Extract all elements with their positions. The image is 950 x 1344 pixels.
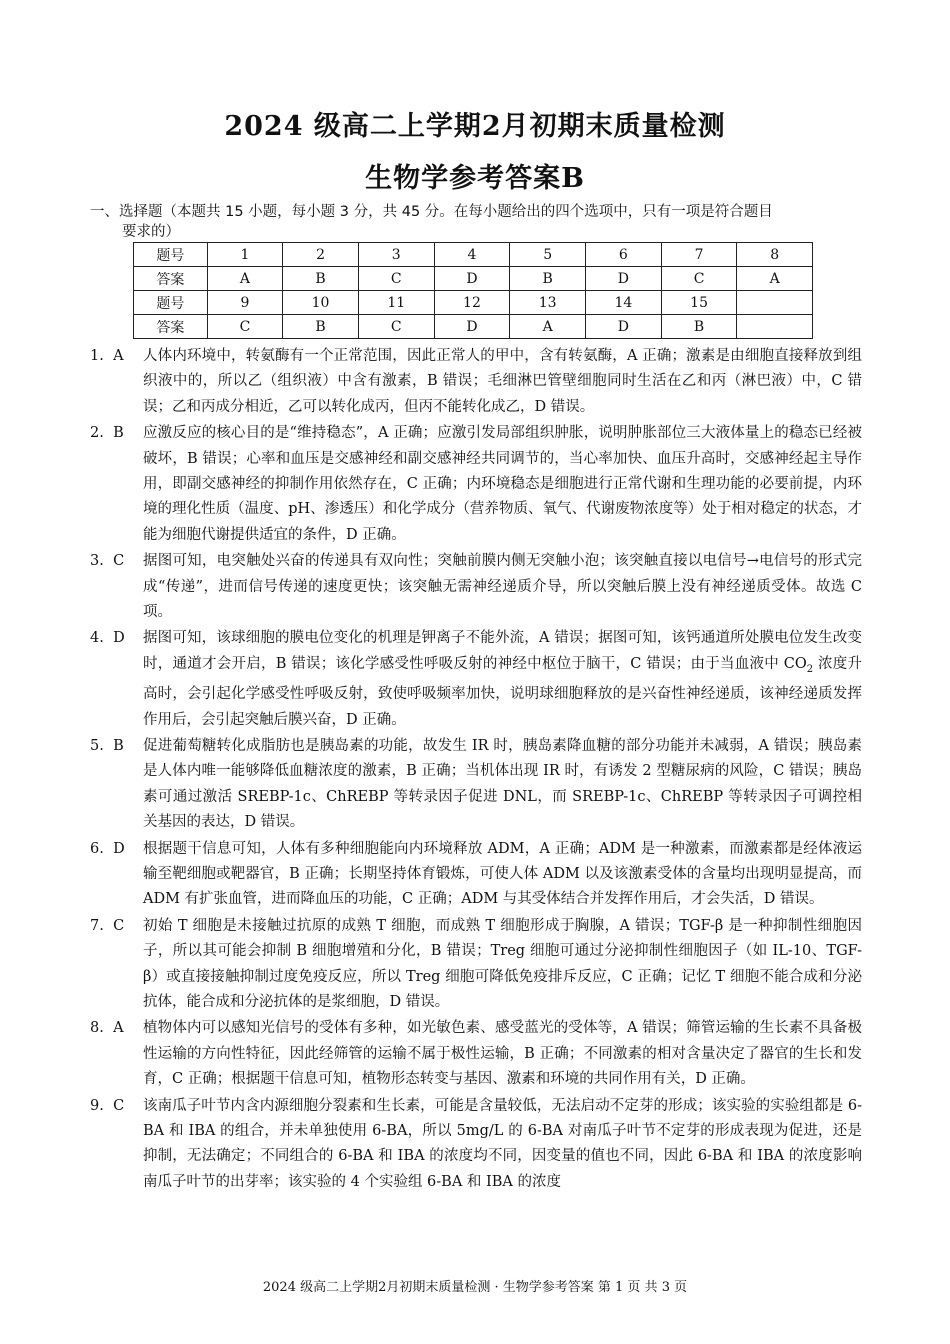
table-cell: D: [434, 315, 510, 339]
table-cell: C: [207, 315, 283, 339]
table-cell: 8: [737, 243, 813, 267]
explanation-item-3: [90, 549, 862, 625]
section-heading-line1: 一、选择题（本题共 15 小题，每小题 3 分，共 45 分。在每小题给出的四个选项中，只有一项是符合题目: [90, 204, 773, 220]
table-cell: 14: [586, 291, 662, 315]
section-heading: [90, 202, 860, 242]
explanation-item-7: [90, 914, 862, 1016]
row-label-answer: 答案: [134, 315, 208, 339]
table-row-numbers-1: [134, 243, 813, 267]
table-cell: C: [661, 267, 737, 291]
page-footer: 2024 级高二上学期2月初期末质量检测 · 生物学参考答案 第 1 页 共 3 页: [262, 1280, 688, 1295]
table-cell: B: [283, 315, 359, 339]
table-cell: 5: [510, 243, 586, 267]
item-text: 据图可知，该球细胞的膜电位变化的机理是钾离子不能外流，A 错误；据图可知，该钙通道所处膜电位发生改变时，通道才会开启，B 错误；该化学感受性呼吸反射的神经中枢位于脑干，C 错误；由于当血液中 $CO_2$ 浓度升高时，会引起化学感受性呼吸反射，致使呼吸频率加快，说明球细胞释放的是兴奋性神经递质，该神经递质发挥作用后，会引起突触后膜兴奋，D 正确。: [143, 630, 862, 728]
table-cell: 12: [434, 291, 510, 315]
answer-table: [133, 242, 813, 339]
table-cell: [737, 315, 813, 339]
table-cell: [737, 291, 813, 315]
table-cell: B: [510, 267, 586, 291]
row-label-number: 题号: [134, 291, 208, 315]
table-cell: 10: [283, 291, 359, 315]
table-cell: 6: [586, 243, 662, 267]
item-number: 8. A: [90, 1020, 124, 1037]
item-text: 应激反应的核心目的是“维持稳态”，A 正确；应激引发局部组织肿胀，说明肿胀部位三大液体量上的稳态已经被破坏，B 错误；心率和血压是交感神经和副交感神经共同调节的，当心率加快、血压升高时，交感神经起主导作用，即副交感神经的抑制作用依然存在，C 正确；内环境稳态是细胞进行正常代谢和生理功能的必要前提，内环境的理化性质（温度、pH、渗透压）和化学成分（营养物质、氧气、代谢废物浓度等）处于相对稳定的状态，才能为细胞代谢提供适宜的条件，D 正确。: [143, 425, 862, 543]
explanation-list: [90, 344, 862, 1196]
item-number: 4. D: [90, 630, 125, 647]
item-number: 3. C: [90, 553, 125, 570]
table-cell: 9: [207, 291, 283, 315]
item-number: 6. D: [90, 840, 125, 857]
section-heading-line2: 要求的）: [122, 224, 180, 240]
item-text: 人体内环境中，转氨酶有一个正常范围，因此正常人的甲中，含有转氨酶，A 正确；激素是由细胞直接释放到组织液中的，所以乙（组织液）中含有激素，B 错误；毛细淋巴管壁细胞同时生活在乙和丙（淋巴液）中，C 错误；乙和丙成分相近，乙可以转化成丙，但丙不能转化成乙，D 错误。: [143, 348, 862, 415]
page-subtitle: 生物学参考答案B: [365, 163, 585, 194]
item-number: 1. A: [90, 348, 124, 364]
item-text: 据图可知，电突触处兴奋的传递具有双向性；突触前膜内侧无突触小泡；该突触直接以电信号→电信号的形式完成“传递”，进而信号传递的速度更快；该突触无需神经递质介导，所以突触后膜上没有神经递质受体。故选 C 项。: [143, 553, 862, 621]
table-cell: 3: [358, 243, 434, 267]
explanation-item-2: [90, 421, 862, 548]
table-cell: B: [661, 315, 737, 339]
table-cell: A: [737, 267, 813, 291]
item-number: 7. C: [90, 917, 125, 934]
item-text: 初始 T 细胞是未接触过抗原的成熟 T 细胞，而成熟 T 细胞形成于胸腺，A 错误；TGF-β 是一种抑制性细胞因子，所以其可能会抑制 B 细胞增殖和分化，B 错误；Treg 细胞可通过分泌抑制性细胞因子（如 IL-10、TGF-β）或直接接触抑制过度免疫反应，所以 Treg 细胞可降低免疫排斥反应，C 正确；记忆 T 细胞不能合成和分泌抗体，能合成和分泌抗体的是浆细胞，D 错误。: [143, 917, 862, 1011]
table-cell: C: [358, 315, 434, 339]
item-number: 5. B: [90, 737, 124, 754]
explanation-item-8: [90, 1016, 862, 1092]
explanation-item-9: [90, 1094, 862, 1196]
table-cell: 15: [661, 291, 737, 315]
item-text: 促进葡萄糖转化成脂肪也是胰岛素的功能，故发生 IR 时，胰岛素降血糖的部分功能并未减弱，A 错误；胰岛素是人体内唯一能够降低血糖浓度的激素，B 正确；当机体出现 IR 时，有诱发 2 型糖尿病的风险，C 错误；胰岛素可通过激活 SREBP-1c、ChREBP 等转录因子促进 DNL，而 SREBP-1c、ChREBP 等转录因子可调控相关基因的表达，D 错误。: [143, 737, 862, 831]
table-cell: 13: [510, 291, 586, 315]
table-cell: D: [586, 315, 662, 339]
item-text: 植物体内可以感知光信号的受体有多种，如光敏色素、感受蓝光的受体等，A 错误；筛管运输的生长素不具备极性运输的方向性特征，因此经筛管的运输不属于极性运输，B 正确；不同激素的相对含量决定了器官的生长和发育，C 正确；根据题干信息可知，植物形态转变与基因、激素和环境的共同作用有关，D 正确。: [143, 1020, 862, 1088]
row-label-answer: 答案: [134, 267, 208, 291]
table-cell: D: [434, 267, 510, 291]
table-row-numbers-2: [134, 291, 813, 315]
item-number: 9. C: [90, 1097, 125, 1114]
explanation-item-5: [90, 734, 862, 836]
item-text: 该南瓜子叶节内含内源细胞分裂素和生长素，可能是含量较低，无法启动不定芽的形成；该实验的实验组都是 6-BA 和 IBA 的组合，并未单独使用 6-BA，所以 5mg/L 的 6-BA 对南瓜子叶节不定芽的形成表现为促进，还是抑制，无法确定；不同组合的 6-BA 和 IBA 的浓度均不同，因变量的值也不同，因此 6-BA 和 IBA 的浓度影响南瓜子叶节的出芽率；该实验的 4 个实验组 6-BA 和 IBA 的浓度: [143, 1097, 862, 1190]
row-label-number: 题号: [134, 243, 208, 267]
table-row-answers-1: [134, 267, 813, 291]
table-cell: 2: [283, 243, 359, 267]
table-cell: 1: [207, 243, 283, 267]
table-cell: A: [207, 267, 283, 291]
table-cell: 7: [661, 243, 737, 267]
table-cell: B: [283, 267, 359, 291]
explanation-item-1: [90, 344, 862, 420]
item-number: 2. B: [90, 425, 124, 442]
item-text: 根据题干信息可知，人体有多种细胞能向内环境释放 ADM，A 正确；ADM 是一种激素，而激素都是经体液运输至靶细胞或靶器官，B 正确；长期坚持体育锻炼，可使人体 ADM 以及该激素受体的含量均出现明显提高，而 ADM 有扩张血管，进而降血压的功能，C 正确；ADM 与其受体结合并发挥作用后，才会失活，D 错误。: [143, 840, 862, 908]
table-cell: D: [586, 267, 662, 291]
table-cell: C: [358, 267, 434, 291]
explanation-item-6: [90, 837, 862, 913]
table-cell: 4: [434, 243, 510, 267]
table-row-answers-2: [134, 315, 813, 339]
page-title: 2024 级高二上学期2月初期末质量检测: [224, 111, 726, 142]
table-cell: 11: [358, 291, 434, 315]
table-cell: A: [510, 315, 586, 339]
explanation-item-4: [90, 626, 862, 733]
